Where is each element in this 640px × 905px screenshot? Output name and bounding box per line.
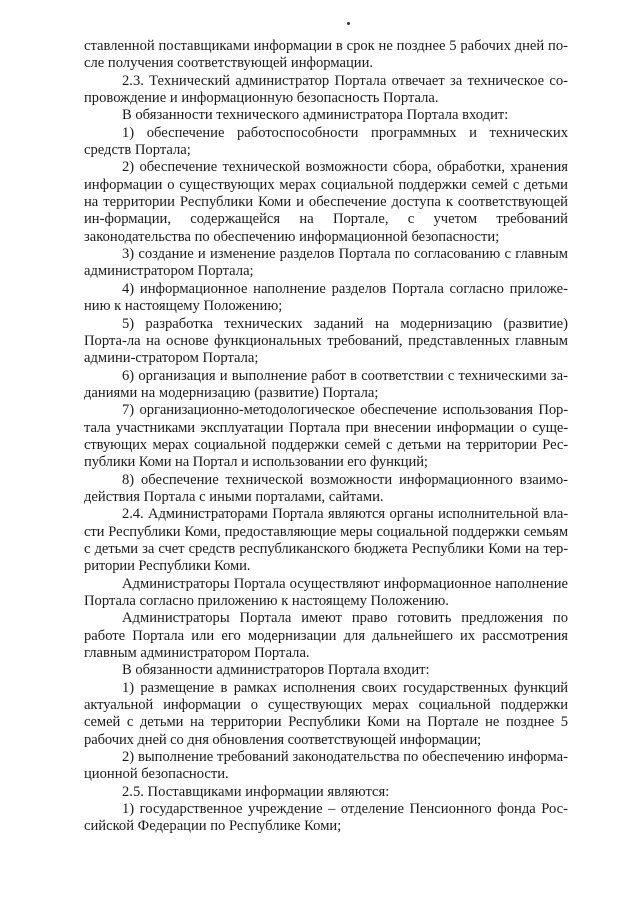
paragraph-2-4: 2.4. Администраторами Портала являются органы исполнительной вла-сти Республики Коми, предоставляющие меры социальной поддержки семьям с детьми за счет средств республиканского бюджета Республики Коми на тер-ритории Республики Коми. bbox=[84, 506, 568, 575]
list-item-3: 3) создание и изменение разделов Портала по согласованию с главным администратором Портала; bbox=[84, 246, 568, 280]
list-item-2: 2) обеспечение технической возможности сбора, обработки, хранения информации о существующих мерах социальной поддержки семей с детьми на территории Республики Коми и обеспечение доступа к соответствующей ин-формации, содержащейся на Портале, с учетом требований законодательства по обеспечению информационной безопасности; bbox=[84, 159, 568, 245]
page-mark bbox=[347, 22, 350, 25]
paragraph-admins-content: Администраторы Портала осуществляют информационное наполнение Портала согласно приложению к настоящему Положению. bbox=[84, 575, 568, 609]
paragraph-2-5: 2.5. Поставщиками информации являются: bbox=[122, 783, 390, 800]
paragraph-continuation: ставленной поставщиками информации в срок не позднее 5 рабочих дней по-сле получения соответствующей информации. bbox=[84, 38, 568, 72]
list-item-1: 1) обеспечение работоспособности программных и технических средств Портала; bbox=[84, 124, 568, 159]
paragraph-tech-admin-duties-heading: В обязанности технического администратора Портала входит: bbox=[122, 107, 509, 124]
list-item-8: 8) обеспечение технической возможности информационного взаимо-действия Портала с иными порталами, сайтами. bbox=[84, 471, 568, 505]
list-item-5: 5) разработка технических заданий на модернизацию (развитие) Порта-ла на основе функциональных требований, представленных главным админи-стратором Портала; bbox=[84, 315, 568, 367]
list-item-7: 7) организационно-методологическое обеспечение использования Пор-тала участниками эксплуатации Портала при внесении информации о суще-ствующих мерах социальной поддержки семей с детьми на территории Рес-публики Коми на Портал и использовании его функций; bbox=[84, 402, 568, 471]
paragraph-2-3: 2.3. Технический администратор Портала отвечает за техническое со-провождение и информационную безопасность Портала. bbox=[84, 72, 568, 107]
paragraph-admins-rights: Администраторы Портала имеют право готовить предложения по работе Портала или его модернизации для дальнейшего их рассмотрения главным администратором Портала. bbox=[84, 610, 568, 662]
admin-list-item-1: 1) размещение в рамках исполнения своих государственных функций актуальной информации о существующих мерах социальной поддержки семей с детьми на территории Республики Коми на Портале не позднее 5 рабочих дней со дня обновления соответствующей информации; bbox=[84, 679, 568, 748]
list-item-4: 4) информационное наполнение разделов Портала согласно приложе-нию к настоящему Положению; bbox=[84, 280, 568, 315]
document-body bbox=[84, 38, 568, 836]
list-item-6: 6) организация и выполнение работ в соответствии с техническими за-даниями на модернизацию (развитие) Портала; bbox=[84, 367, 568, 401]
supplier-list-item-1: 1) государственное учреждение – отделение Пенсионного фонда Рос-сийской Федерации по Республике Коми; bbox=[84, 801, 568, 835]
paragraph-admin-duties-heading: В обязанности администраторов Портала входит: bbox=[122, 662, 430, 679]
admin-list-item-2: 2) выполнение требований законодательства по обеспечению информа-ционной безопасности. bbox=[84, 749, 568, 783]
